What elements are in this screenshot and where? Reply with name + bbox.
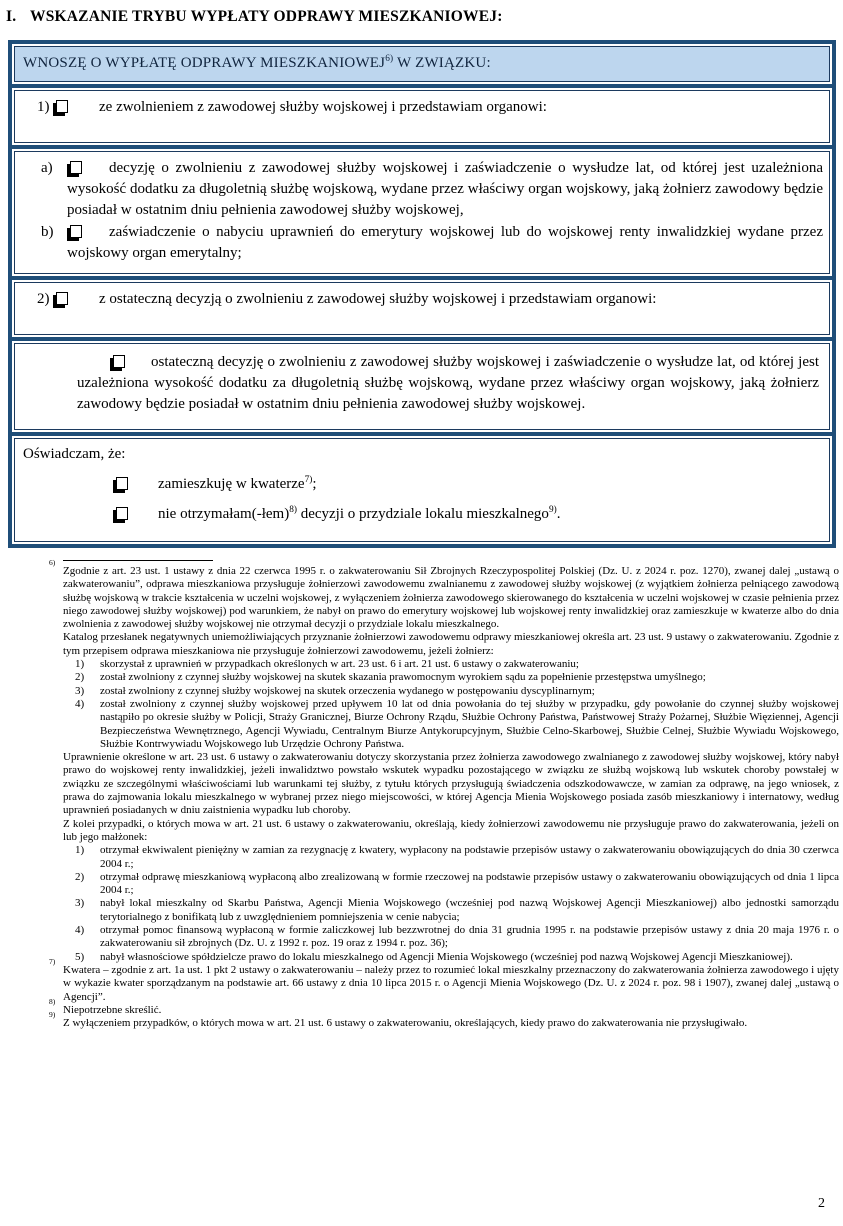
table-header [14, 46, 830, 82]
option-2-number: 2) [37, 291, 50, 307]
footnote-ref-9: 9) [548, 505, 557, 515]
table-header-text: WNOSZĘ O WYPŁATĘ ODPRAWY MIESZKANIOWEJ [23, 55, 386, 71]
section-number: I. [6, 8, 17, 25]
footnote-6-list-1 [70, 658, 839, 751]
declaration-item-1-label: zamieszkuję w kwaterze [158, 476, 305, 492]
footnote-ref-6: 6) [385, 54, 394, 64]
footnote-7-text: Kwatera – zgodnie z art. 1a ust. 1 pkt 2 ustawy o zakwaterowaniu – należy przez to rozumieć lokal mieszkalny przeznaczony do zakwaterowania żołnierza zawodowego i ujęty w wykazie kwater sporządzanym na podstawie art. 66 ustawy z dnia 10 lipca 2015 r. o Agencji Mienia Wojskowego (Dz. U. z 2024 r. poz. 98 i 1907), zwanej dalej „ustawą o Agencji”. [63, 963, 839, 1003]
checkbox-icon-declaration-2[interactable] [116, 507, 128, 520]
table-header-rest: W ZWIĄZKU: [393, 55, 491, 71]
checkbox-icon-option-1[interactable] [56, 100, 68, 113]
section-title: WSKAZANIE TRYBU WYPŁATY ODPRAWY MIESZKANIOWEJ: [30, 8, 503, 25]
list-item: 2) otrzymał odprawę mieszkaniową wypłaconą albo zrealizowaną w formie rzeczowej na podstawie przepisów ustawy o zakwaterowaniu obowiązujących od dnia 1 lipca 2004 r.; [75, 870, 839, 897]
list-item: 4) został zwolniony z czynnej służby wojskowej przed upływem 10 lat od dnia powołania do tej służby w przypadku, gdy powołanie do czynnej służby wojskowej nastąpiło po okresie służby w Policji, Straży Granicznej, Biurze Ochrony Rządu, Służbie Ochrony Państwa, Państwowej Straży Pożarnej, Służbie Więziennej, Agencji Bezpieczeństwa Wewnętrznego, Agencji Wywiadu, Centralnym Biurze Antykorupcyjnym, Służbie Celno-Skarbowej, Służbie Celnej, Służbie Wywiadu Wojskowego, Służbie Kontrwywiadu Wojskowego lub Urzędzie Ochrony Państwa. [75, 697, 839, 750]
footnote-6-paragraph-2: Katalog przesłanek negatywnych uniemożliwiających przyznanie żołnierzowi zawodowemu odprawy mieszkaniowej określa art. 23 ust. 9 ustawy o zakwaterowaniu. Zgodnie z tym przepisem odprawa mieszkaniowa nie przysługuje żołnierzowi zawodowemu, jeżeli żołnierz: [63, 631, 839, 657]
option-2-documents-row [14, 343, 830, 430]
option-1b-item [15, 222, 823, 264]
row-divider [12, 337, 832, 341]
option-1-label: ze zwolnieniem z zawodowej służby wojskowej i przedstawiam organowi: [99, 99, 547, 115]
footnote-6-paragraph-3: Uprawnienie określone w art. 23 ust. 6 ustawy o zakwaterowaniu dotyczy skorzystania przez żołnierza zawodowego zwalnianego z zawodowej służby wojskowej, który nabył prawo do wojskowej renty inwalidzkiej, jeżeli inwalidztwo powstało wskutek wypadku pozostającego w związku ze służbą wojskową lub wskutek choroby powstałej w związku ze szczególnymi właściwościami lub warunkami tej służby, z tytułu których przysługują świadczenia odszkodowawcze, w zamian za odprawę, na jego wniosek, z prawa do zajmowania lokalu mieszkalnego w wybranej przez niego miejscowości, w której Agencja Mienia Wojskowego posiada zasób mieszkaniowy i internatowy, według uprawnień posiadanych w dniu zaistnienia wypadku lub choroby. [63, 751, 839, 817]
option-1a-item [15, 158, 823, 221]
row-divider [12, 276, 832, 280]
footnote-6: 6) Zgodnie z art. 23 ust. 1 ustawy z dnia 22 czerwca 1995 r. o zakwaterowaniu Sił Zbrojnych Rzeczypospolitej Polskiej (Dz. U. z 2024 r. poz. 1270), zwanej dalej „ustawą o zakwaterowaniu”, odprawa mieszkaniowa przysługuje żołnierzowi zawodowemu zwalnianemu z zawodowej służby wojskowej (z wyjątkiem żołnierza pełniącego zawodową służbę wojskową w trakcie kształcenia w uczelni wojskowej, z wyłączeniem żołnierza zawodowego skierowanego do kształcenia w uczelni wojskowej w czasie pełnienia przez niego zawodowej służby wojskowej) pod warunkiem, że nabył on prawo do emerytury wojskowej lub wojskowej renty inwalidzkiej oraz zamieszkuje w kwaterze albo do dnia zwolnienia z zawodowej służby wojskowej nie otrzymał decyzji o przydziale lokalu mieszkalnego. Katalog przesłanek negatywnych uniemożliwiających przyznanie żołnierzowi zawodowemu odprawy mieszkaniowej określa art. 23 ust. 9 ustawy o zakwaterowaniu. Zgodnie z tym przepisem odprawa mieszkaniowa nie przysługuje żołnierzowi zawodowemu, jeżeli żołnierz: 1) skorzystał z uprawnień w przypadkach określonych w art. 23 ust. 6 i art. 21 ust. 6 ustawy o zakwaterowaniu; 2) został zwolniony z czynnej służby wojskowej na skutek skazania prawomocnym wyrokiem sądu za popełnienie przestępstwa umyślnego; 3) został zwolniony z czynnej służby wojskowej na skutek orzeczenia wydanego w postępowaniu dyscyplinarnym; 4) został zwolniony z czynnej służby wojskowej przed upływem 10 lat od dnia powołania do tej służby w przypadku, gdy powołanie do czynnej służby wojskowej nastąpiło po okresie służby w Policji, Straży Granicznej, Biurze Ochrony Rządu, Służbie Ochrony Państwa, Państwowej Straży Pożarnej, Służbie Więziennej, Agencji Bezpieczeństwa Wewnętrznego, Agencji Wywiadu, Centralnym Biurze Antykorupcyjnym, Służbie Celno-Skarbowej, Służbie Celnej, Służbie Wywiadu Wojskowego, Służbie Kontrwywiadu Wojskowego lub Urzędzie Ochrony Państwa. Uprawnienie określone w art. 23 ust. 6 ustawy o zakwaterowaniu dotyczy skorzystania przez żołnierza zawodowego zwalnianego z zawodowej służby wojskowej, który nabył prawo do wojskowej renty inwalidzkiej, jeżeli inwalidztwo powstało wskutek wypadku pozostającego w związku ze służbą wojskową lub wskutek choroby powstałej w związku ze szczególnymi właściwościami lub warunkami tej służby, z tytułu których przysługują świadczenia odszkodowawcze, w zamian za odprawę, na jego wniosek, z prawa do zajmowania lokalu mieszkalnego w wybranej przez niego miejscowości, w której Agencja Mienia Wojskowego posiada zasób mieszkaniowy i internatowy, według uprawnień posiadanych w dniu zaistnienia wypadku lub choroby. Z kolei przypadki, o których mowa w art. 21 ust. 6 ustawy o zakwaterowaniu, określają, kiedy żołnierzowi zawodowemu nie przysługuje prawo do zakwaterowania, jeżeli on lub jego małżonek: 1) otrzymał ekwiwalent pieniężny w zamian za rezygnację z kwatery, wypłacony na podstawie przepisów ustawy o zakwaterowaniu obowiązujących do dnia 30 czerwca 2004 r.; 2) otrzymał odprawę mieszkaniową wypłaconą albo zrealizowaną w formie rzeczowej na podstawie przepisów ustawy o zakwaterowaniu obowiązujących od dnia 1 lipca 2004 r.; 3) nabył lokal mieszkalny od Skarbu Państwa, Agencji Mienia Wojskowego (wcześniej pod nazwą Wojskowej Agencji Mieszkaniowej) albo jednostki samorządu terytorialnego z bonifikatą lub z uwzględnieniem pomniejszenia w cenie nabycia; 4) otrzymał pomoc finansową wypłaconą w formie zaliczkowej lub bezzwrotnej do dnia 31 grudnia 1995 r. na podstawie przepisów ustawy z dnia 20 maja 1976 r. o zakwaterowaniu sił zbrojnych (Dz. U. z 1992 r. poz. 19 oraz z 1994 r. poz. 36); 5) nabył własnościowe spółdzielcze prawo do lokalu mieszkalnego od Agencji Mienia Wojskowego (wcześniej pod nazwą Wojskowej Agencji Mieszkaniowej). [49, 558, 839, 963]
option-2-row [14, 282, 830, 335]
list-item: 3) został zwolniony z czynnej służby wojskowej na skutek orzeczenia wydanego w postępowaniu dyscyplinarnym; [75, 684, 595, 697]
footnote-8-text: Niepotrzebne skreślić. [63, 1003, 162, 1016]
option-1a-letter: a) [41, 160, 53, 176]
option-2-document-label: ostateczną decyzję o zwolnieniu z zawodowej służby wojskowej i zaświadczenie o wysłudze lat, od której jest uzależniona wysokość dodatku za długoletnią służbę wojskową, wydane przez właściwy organ wojskowy, jaką żołnierz zawodowy będzie posiadał w ostatnim dniu pełnienia zawodowej służby wojskowej. [77, 354, 819, 412]
list-item: 3) nabył lokal mieszkalny od Skarbu Państwa, Agencji Mienia Wojskowego (wcześniej pod nazwą Wojskowej Agencji Mieszkaniowej) albo jednostki samorządu terytorialnego z bonifikatą lub z uwzględnieniem pomniejszenia w cenie nabycia; [75, 897, 839, 923]
row-divider [12, 432, 832, 436]
option-1-number: 1) [37, 99, 50, 115]
row-divider [12, 145, 832, 149]
list-item: 5) nabył własnościowe spółdzielcze prawo do lokalu mieszkalnego od Agencji Mienia Wojskowego (wcześniej pod nazwą Wojskowej Agencji Mieszkaniowej). [75, 950, 793, 963]
option-1b-letter: b) [41, 224, 54, 240]
option-2-document-item [15, 352, 819, 415]
checkbox-icon-option-1b[interactable] [70, 225, 82, 238]
footnote-7: 7) Kwatera – zgodnie z art. 1a ust. 1 pkt 2 ustawy o zakwaterowaniu – należy przez to rozumieć lokal mieszkalny przeznaczony do zakwaterowania żołnierza zawodowego i ujęty w wykazie kwater sporządzanym na podstawie art. 66 ustawy z dnia 10 lipca 2015 r. o Agencji Mienia Wojskowego (Dz. U. z 2024 r. poz. 98 i 1907), zwanej dalej „ustawą o Agencji”. [49, 956, 839, 1003]
list-item: 1) skorzystał z uprawnień w przypadkach określonych w art. 23 ust. 6 i art. 21 ust. 6 ustawy o zakwaterowaniu; [75, 658, 579, 671]
footnote-6-list-2 [70, 844, 839, 964]
footnote-9-text: Z wyłączeniem przypadków, o których mowa w art. 21 ust. 6 ustawy o zakwaterowaniu, określających, kiedy prawo do zakwaterowania nie przysługiwało. [63, 1017, 748, 1030]
option-2-label: z ostateczną decyzją o zwolnieniu z zawodowej służby wojskowej i przedstawiam organowi: [99, 291, 657, 307]
list-item: 2) został zwolniony z czynnej służby wojskowej na skutek skazania prawomocnym wyrokiem sądu za popełnienie przestępstwa umyślnego; [75, 671, 706, 684]
checkbox-icon-declaration-1[interactable] [116, 477, 128, 490]
section-heading [6, 8, 835, 26]
option-1b-label: zaświadczenie o nabyciu uprawnień do emerytury wojskowej lub do wojskowej renty inwalidzkiej wydane przez wojskowy organ emerytalny; [67, 224, 823, 261]
option-1-documents-row [14, 151, 830, 274]
footnotes-section [48, 560, 839, 1030]
footnote-8: 8) Niepotrzebne skreślić. [48, 1004, 839, 1017]
footnote-ref-7: 7) [304, 475, 313, 485]
footnote-6-paragraph-1: Zgodnie z art. 23 ust. 1 ustawy z dnia 22 czerwca 1995 r. o zakwaterowaniu Sił Zbrojnych Rzeczypospolitej Polskiej (Dz. U. z 2024 r. poz. 1270), zwanej dalej „ustawą o zakwaterowaniu”, odprawa mieszkaniowa przysługuje żołnierzowi zawodowemu zwalnianemu z zawodowej służby wojskowej (z wyjątkiem żołnierza pełniącego zawodową służbę wojskową w trakcie kształcenia w uczelni wojskowej, z wyłączeniem żołnierza zawodowego skierowanego do kształcenia w uczelni wojskowej w czasie pełnienia przez niego zawodowej służby wojskowej) pod warunkiem, że nabył on prawo do emerytury wojskowej lub wojskowej renty inwalidzkiej oraz zamieszkuje w kwaterze albo do dnia zwolnienia z zawodowej służby wojskowej nie otrzymał decyzji o przydziale lokalu mieszkalnego. [63, 565, 839, 631]
checkbox-icon-option-2[interactable] [56, 292, 68, 305]
footnote-6-paragraph-4: Z kolei przypadki, o których mowa w art. 21 ust. 6 ustawy o zakwaterowaniu, określają, kiedy żołnierzowi zawodowemu nie przysługuje prawo do zakwaterowania, jeżeli on lub jego małżonek: [63, 817, 839, 843]
declaration-item-2: nie otrzymałam(-łem)$^{8)}$ decyzji o przydziale lokalu mieszkalnego$^{9)}$. [23, 504, 821, 525]
payout-mode-table [8, 40, 836, 548]
list-item: 1) otrzymał ekwiwalent pieniężny w zamian za rezygnację z kwatery, wypłacony na podstawie przepisów ustawy o zakwaterowaniu obowiązujących do dnia 30 czerwca 2004 r.; [75, 844, 839, 870]
row-divider [12, 84, 832, 88]
footnote-ref-8: 8) [289, 505, 297, 515]
footnote-separator [63, 560, 213, 561]
option-1a-label: decyzję o zwolnieniu z zawodowej służby wojskowej i zaświadczenie o wysłudze lat, od której jest uzależniona wysokość dodatku za długoletnią służbę wojskową, wydane przez właściwy organ wojskowy, jaką żołnierz zawodowy będzie posiadał w ostatnim dniu pełnienia zawodowej służby wojskowej, [67, 160, 823, 218]
list-item: 4) otrzymał pomoc finansową wypłaconą w formie zaliczkowej lub bezzwrotnej do dnia 31 grudnia 1995 r. na podstawie przepisów ustawy z dnia 20 maja 1976 r. o zakwaterowaniu sił zbrojnych (Dz. U. z 1992 r. poz. 19 oraz z 1994 r. poz. 36); [75, 924, 839, 950]
declaration-label: Oświadczam, że: [23, 446, 126, 462]
checkbox-icon-option-1a[interactable] [70, 161, 82, 174]
declaration-item-2-label: nie otrzymałam(-łem) [158, 506, 290, 522]
declaration-item-1: zamieszkuję w kwaterze$^{7)}$; [23, 474, 821, 495]
declaration-row [14, 438, 830, 542]
checkbox-icon-option-2-doc[interactable] [113, 355, 125, 368]
footnote-9: 9) Z wyłączeniem przypadków, o których mowa w art. 21 ust. 6 ustawy o zakwaterowaniu, określających, kiedy prawo do zakwaterowania nie przysługiwało. [48, 1017, 839, 1030]
page-number: 2 [818, 1196, 825, 1211]
option-1-row [14, 90, 830, 143]
